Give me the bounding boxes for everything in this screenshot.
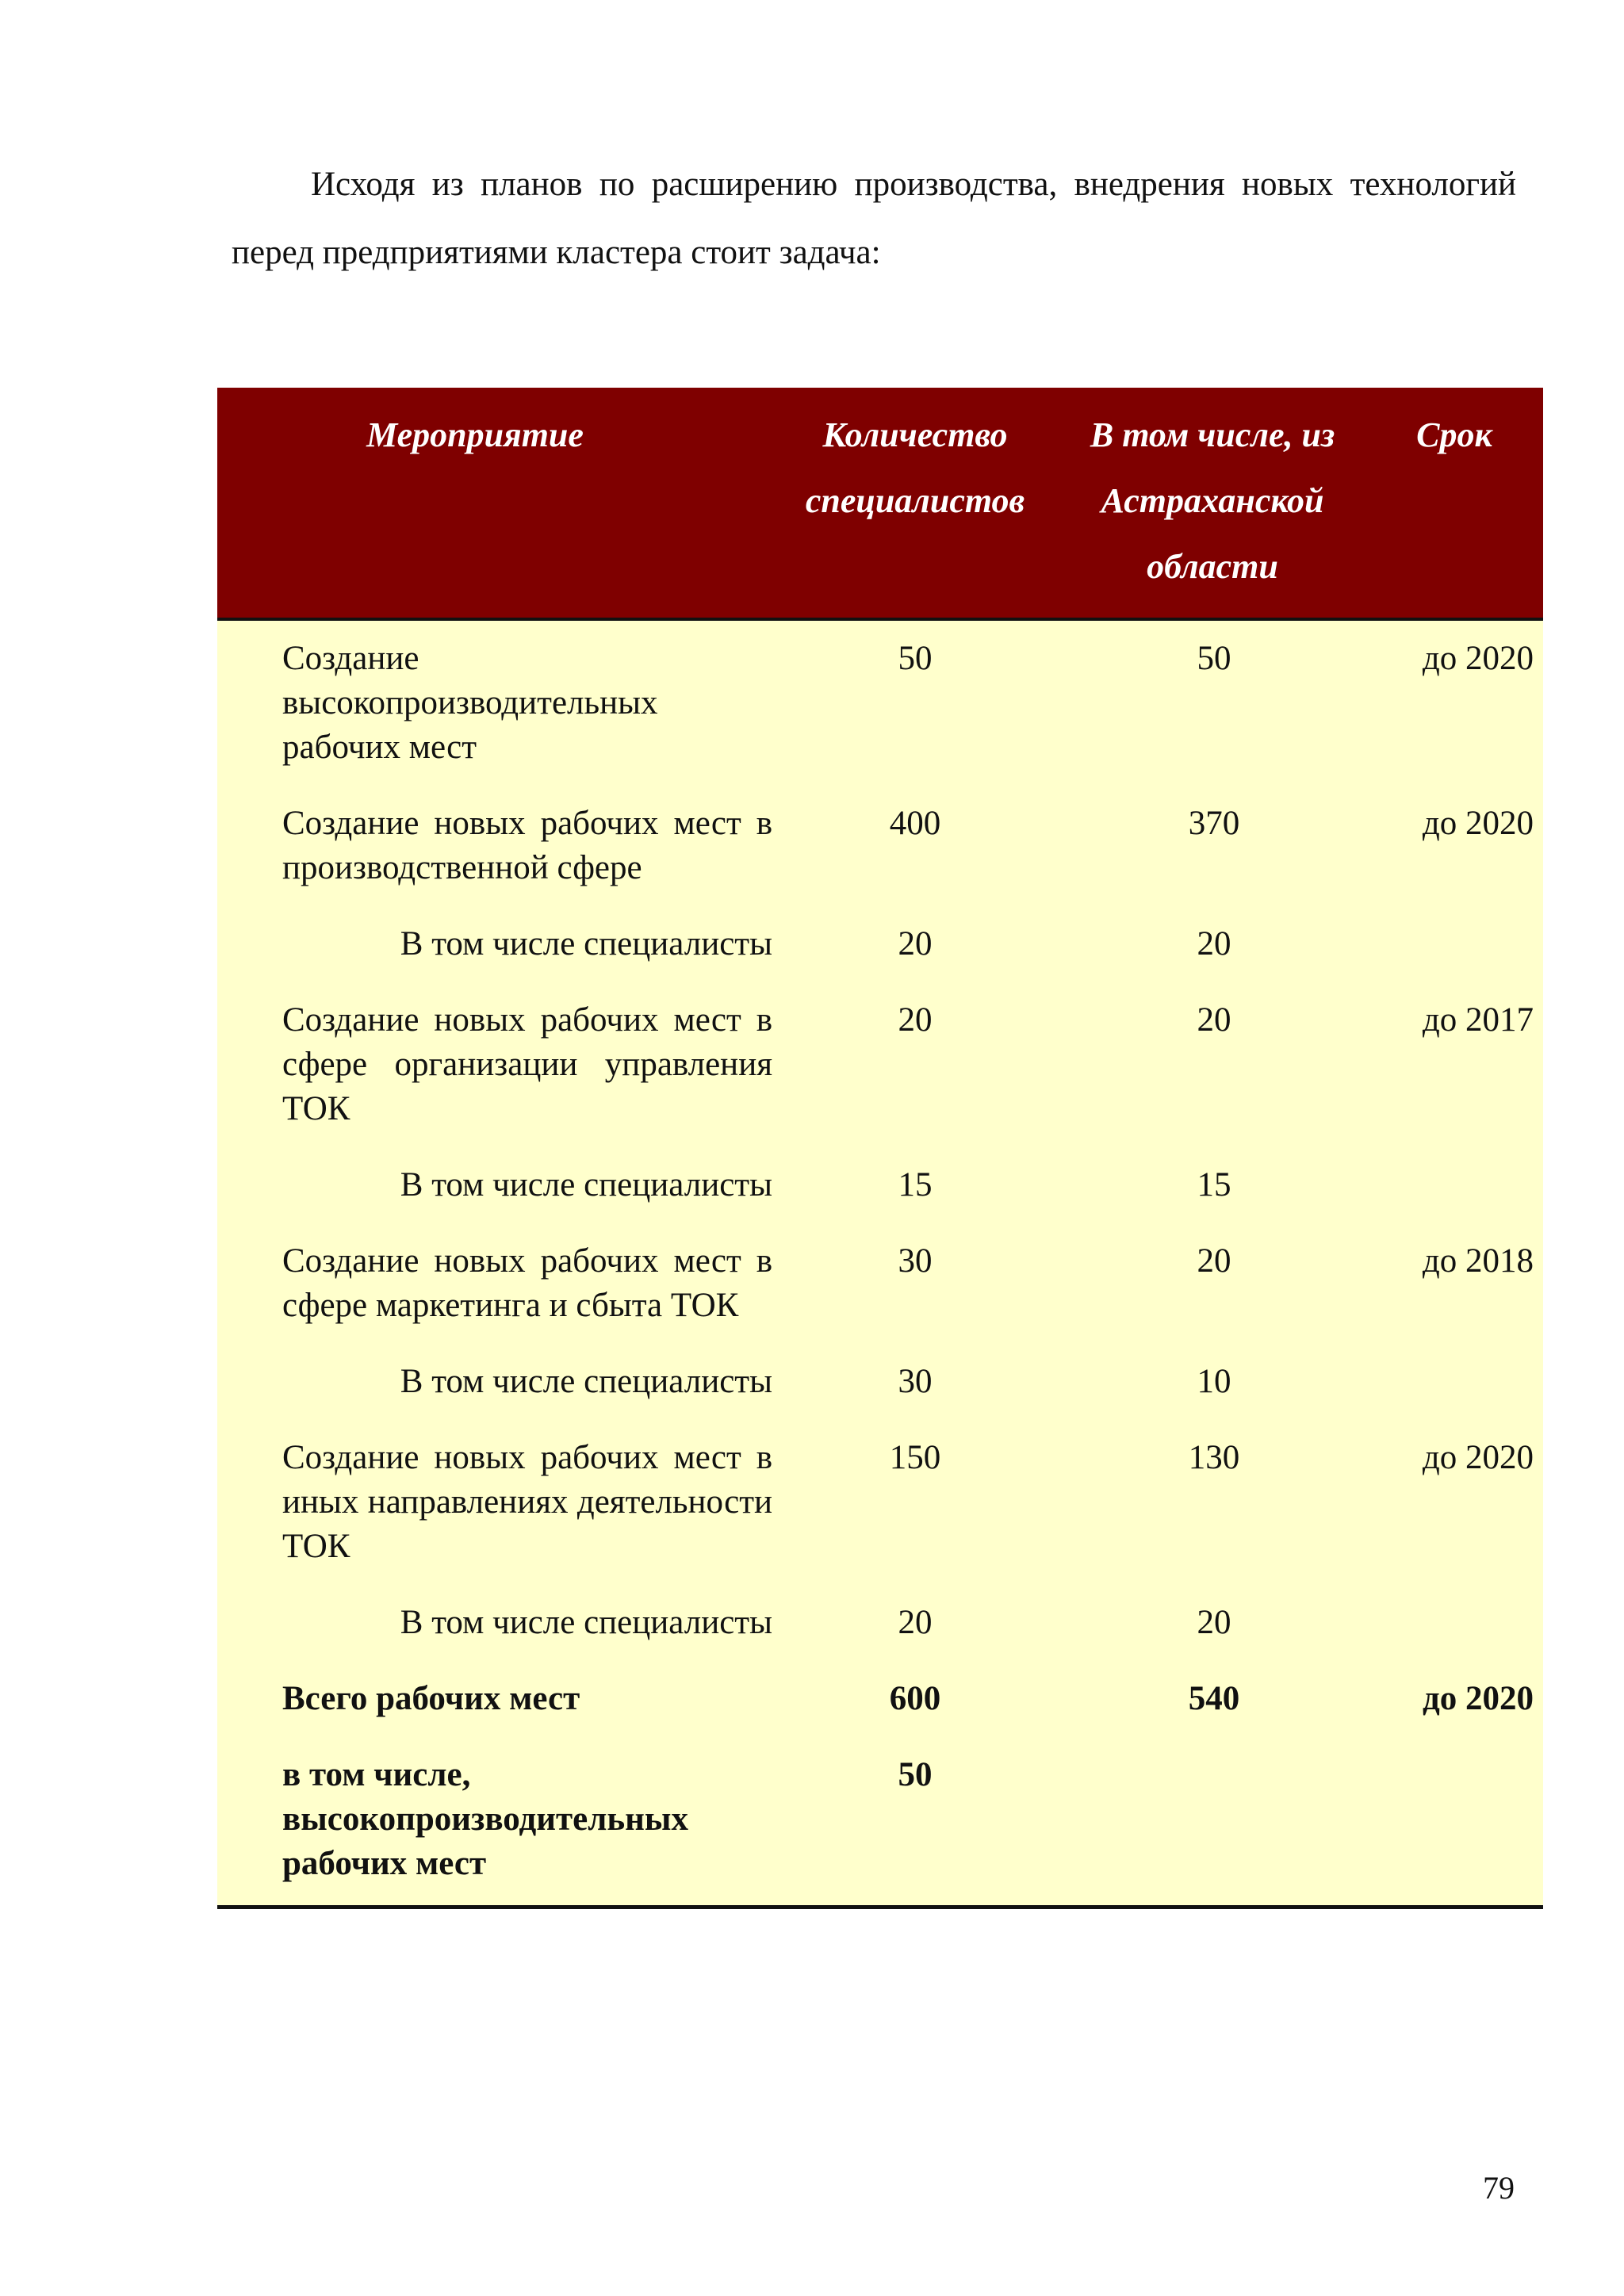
- cell-event: в том числе, высокопроизводительных рабочих мест: [282, 1756, 688, 1882]
- cell-count: 600: [889, 1680, 941, 1717]
- table-row-high-performance: [217, 1743, 1543, 1905]
- cell-event: В том числе специалисты: [400, 1604, 772, 1641]
- table-row: [217, 913, 1543, 989]
- cell-event: Создание новых рабочих мест в иных направлениях деятельности ТОК: [282, 1439, 772, 1565]
- cell-count: 15: [898, 1166, 933, 1203]
- intro-paragraph: Исходя из планов по расширению производства, внедрения новых технологий перед предприятиями кластера стоит задача:: [232, 166, 1516, 271]
- table-row: [217, 792, 1543, 913]
- cell-astrakhan: 370: [1188, 805, 1240, 842]
- table-row: [217, 989, 1543, 1154]
- table-header: [217, 388, 1543, 621]
- header-astrakhan: В том числе, из Астраханской области: [1090, 415, 1335, 586]
- cell-event: В том числе специалисты: [400, 1166, 772, 1203]
- cell-astrakhan: 20: [1197, 1604, 1231, 1641]
- cell-count: 30: [898, 1242, 933, 1280]
- cell-count: 50: [898, 640, 933, 677]
- cell-astrakhan: 540: [1188, 1680, 1240, 1717]
- cell-event: В том числе специалисты: [400, 1363, 772, 1400]
- cell-event: Создание новых рабочих мест в производственной сфере: [282, 805, 772, 886]
- cell-term: до 2020: [1422, 1680, 1534, 1717]
- cell-event: Создание новых рабочих мест в сфере организации управления ТОК: [282, 1001, 772, 1127]
- table-row: [217, 1350, 1543, 1426]
- cell-count: 30: [898, 1363, 933, 1400]
- cell-event: В том числе специалисты: [400, 925, 772, 962]
- cell-astrakhan: 10: [1197, 1363, 1231, 1400]
- cell-count: 400: [889, 805, 941, 842]
- table-row: [217, 1154, 1543, 1230]
- cell-count: 20: [898, 1604, 933, 1641]
- cell-astrakhan: 20: [1197, 925, 1231, 962]
- cell-event: Всего рабочих мест: [282, 1680, 580, 1717]
- cell-astrakhan: 20: [1197, 1001, 1231, 1039]
- cell-astrakhan: 130: [1188, 1439, 1240, 1476]
- cell-event: Создание новых рабочих мест в сфере маркетинга и сбыта ТОК: [282, 1242, 772, 1324]
- cell-count: 20: [898, 1001, 933, 1039]
- cell-term: до 2018: [1422, 1242, 1534, 1280]
- header-event: Мероприятие: [366, 415, 584, 454]
- cell-count: 50: [898, 1756, 933, 1793]
- table-row: [217, 1230, 1543, 1350]
- page-number: 79: [1483, 2170, 1515, 2206]
- jobs-table: [217, 388, 1543, 1909]
- cell-count: 150: [889, 1439, 941, 1476]
- cell-event: Создание высокопроизводительных рабочих мест: [282, 640, 658, 766]
- cell-term: до 2020: [1422, 1439, 1534, 1476]
- table-row: [217, 1426, 1543, 1591]
- header-count: Количество специалистов: [805, 415, 1025, 520]
- cell-count: 20: [898, 925, 933, 962]
- header-term: Срок: [1416, 415, 1492, 454]
- cell-term: до 2020: [1422, 640, 1534, 677]
- cell-astrakhan: 50: [1197, 640, 1231, 677]
- cell-astrakhan: 15: [1197, 1166, 1231, 1203]
- cell-astrakhan: 20: [1197, 1242, 1231, 1280]
- table-row: [217, 621, 1543, 792]
- cell-term: до 2017: [1422, 1001, 1534, 1039]
- cell-term: до 2020: [1422, 805, 1534, 842]
- table-row: [217, 1591, 1543, 1667]
- table-row-total: [217, 1667, 1543, 1743]
